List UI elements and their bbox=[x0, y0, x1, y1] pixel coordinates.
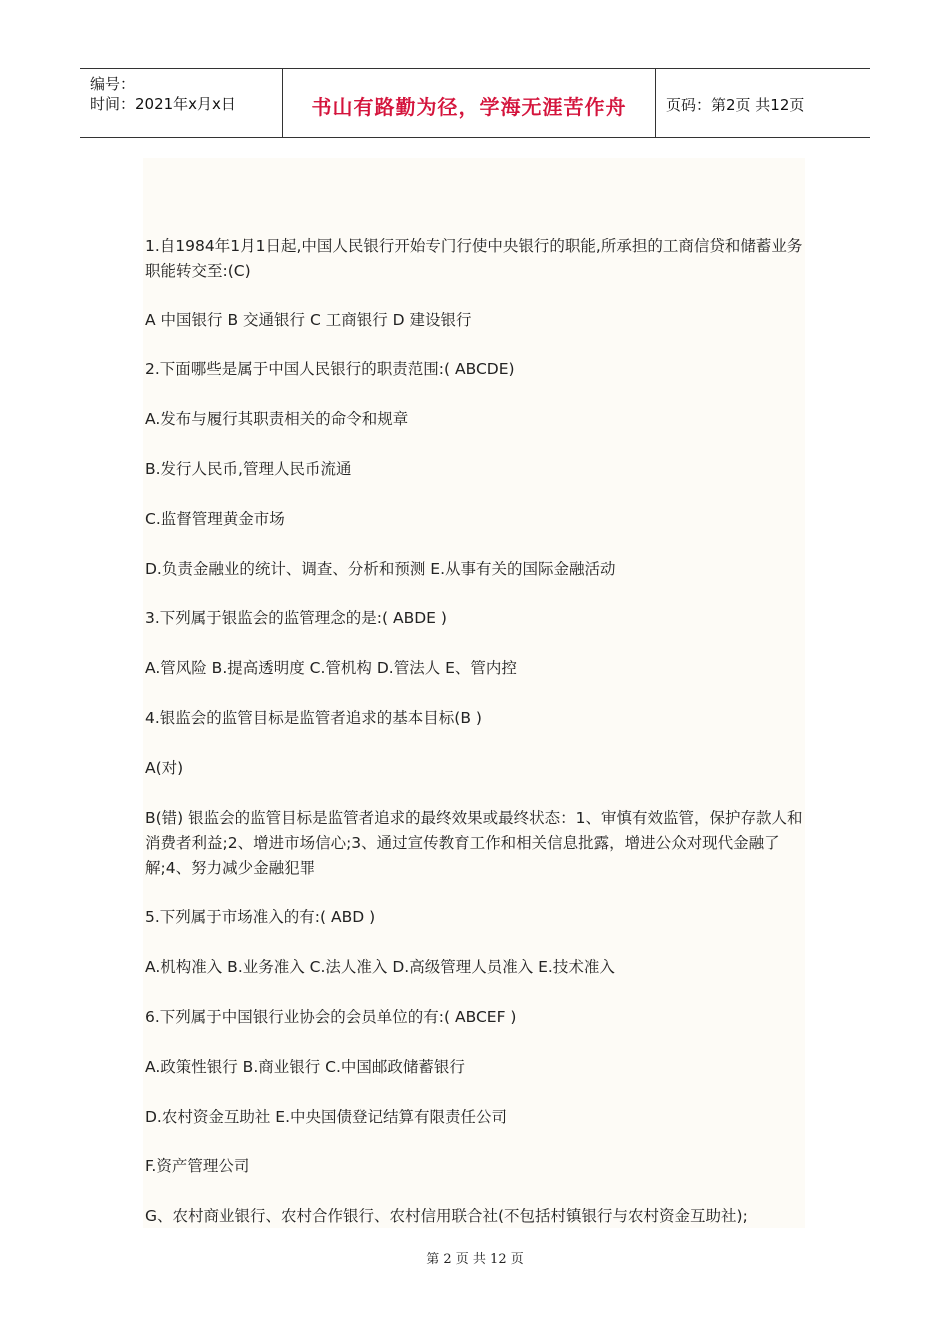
question-2-option-b: B.发行人民币,管理人民币流通 bbox=[145, 460, 352, 478]
document-body bbox=[143, 158, 805, 1228]
question-4-text: 4.银监会的监管目标是监管者追求的基本目标(B ) bbox=[145, 709, 482, 727]
document-number-label: 编号： bbox=[90, 75, 136, 93]
question-5-options: A.机构准入 B.业务准入 C.法人准入 D.高级管理人员准入 E.技术准入 bbox=[145, 958, 615, 976]
header-page-cell bbox=[656, 69, 870, 137]
page-footer: 第 2 页 共 12 页 bbox=[426, 1252, 524, 1267]
header-motto-cell bbox=[283, 69, 656, 137]
document-time-label: 时间：2021年x月x日 bbox=[90, 95, 236, 113]
question-2-option-a: A.发布与履行其职责相关的命令和规章 bbox=[145, 410, 409, 428]
question-3-options: A.管风险 B.提高透明度 C.管机构 D.管法人 E、管内控 bbox=[145, 659, 517, 677]
page-header bbox=[80, 68, 870, 138]
question-6-option-f: F.资产管理公司 bbox=[145, 1157, 250, 1175]
question-6-options-abc: A.政策性银行 B.商业银行 C.中国邮政储蓄银行 bbox=[145, 1058, 465, 1076]
question-6-options-de: D.农村资金互助社 E.中央国债登记结算有限责任公司 bbox=[145, 1108, 508, 1126]
question-2-option-c: C.监督管理黄金市场 bbox=[145, 510, 285, 528]
question-5-text: 5.下列属于市场准入的有:( ABD ) bbox=[145, 908, 376, 926]
header-page-code: 页码：第2页 共12页 bbox=[666, 96, 805, 114]
question-6-option-g: G、农村商业银行、农村合作银行、农村信用联合社(不包括村镇银行与农村资金互助社); bbox=[145, 1207, 748, 1225]
question-2-option-de: D.负责金融业的统计、调查、分析和预测 E.从事有关的国际金融活动 bbox=[145, 560, 616, 578]
question-1-options: A 中国银行 B 交通银行 C 工商银行 D 建设银行 bbox=[145, 311, 472, 329]
question-3-text: 3.下列属于银监会的监管理念的是:( ABDE ) bbox=[145, 609, 447, 627]
header-meta-cell bbox=[80, 69, 283, 137]
question-4-option-b: B(错) 银监会的监管目标是监管者追求的最终效果或最终状态：1、审慎有效监管，保护存款人和消费者利益;2、增进市场信心;3、通过宣传教育工作和相关信息批露，增进公众对现代金融了解;4、努力减少金融犯罪 bbox=[145, 809, 803, 877]
question-2-text: 2.下面哪些是属于中国人民银行的职责范围:( ABCDE) bbox=[145, 360, 515, 378]
question-4-option-a: A(对) bbox=[145, 759, 184, 777]
question-6-text: 6.下列属于中国银行业协会的会员单位的有:( ABCEF ) bbox=[145, 1008, 517, 1026]
header-motto: 书山有路勤为径，学海无涯苦作舟 bbox=[311, 95, 627, 119]
question-1-text: 1.自1984年1月1日起,中国人民银行开始专门行使中央银行的职能,所承担的工商信贷和储蓄业务职能转交至:(C) bbox=[145, 237, 803, 280]
